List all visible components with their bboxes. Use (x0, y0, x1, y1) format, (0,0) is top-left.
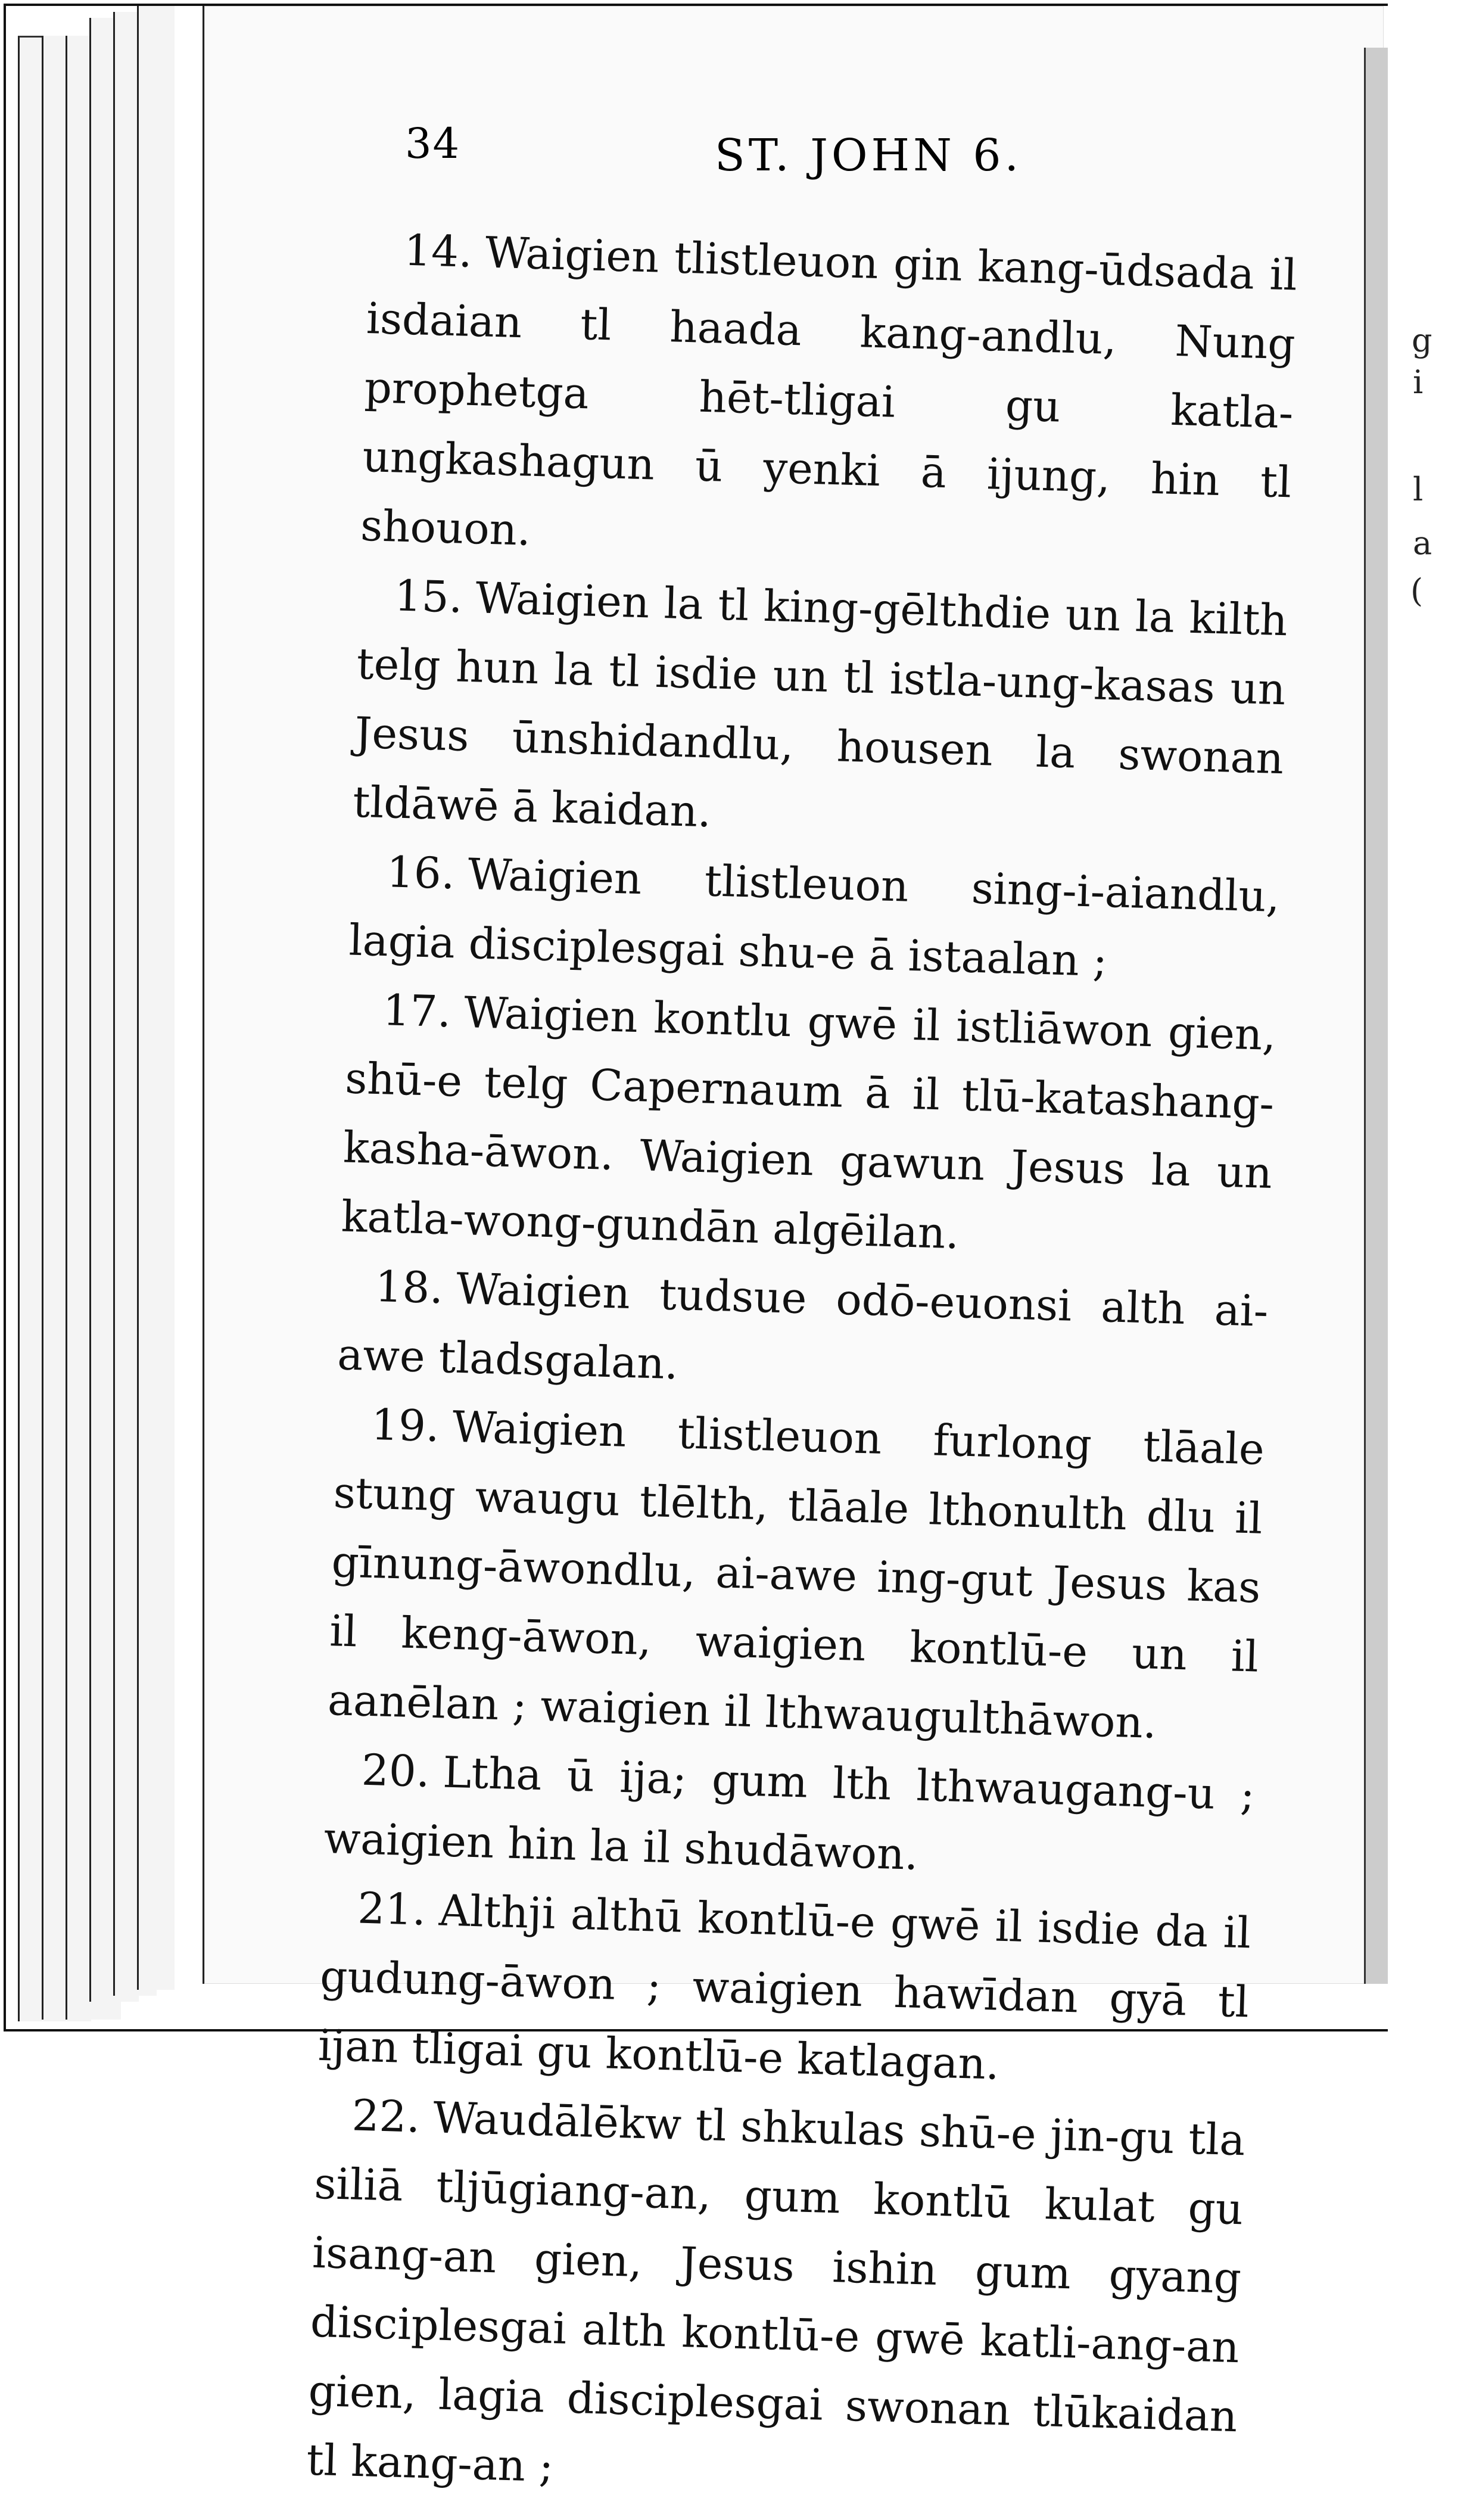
edge-fragment: g (1412, 322, 1432, 359)
verse (306, 2080, 1246, 2520)
page-number: 34 (405, 119, 461, 168)
verse (337, 1250, 1269, 1414)
verse-text: Waigien la tl king-gēlthdie un la kilth telg hun la tl isdie un tl istla-ung-kasas un Jesus ūnshidandlu, housen la swonan tldāwē ā kaidan. (352, 573, 1288, 837)
verse-text: Waigien kontlu gwē il istliāwon gien, shū-e telg Capernaum ā il tlū-katashang-kasha-āwon. Waigien gawun Jesus la un katla-wong-gundān algēilan. (340, 987, 1277, 1259)
verse-text: Waigien tlistleuon gin kang-ūdsada il isdaian tl haada kang-andlu, Nung prophetga hēt-tligai gu katla-ungkashagun ū yenki ā ijung, hin tl shouon. (360, 227, 1298, 555)
verse (317, 1872, 1252, 2105)
verse-number: 16. (386, 847, 456, 899)
verse-text: Waudālēkw tl shkulas shū-e jin-gu tla siliā tljūgiang-an, gum kontlū kulat gu isang-an gien, Jesus ishin gum gyang disciplesgai alth kontlū-e gwē katli-ang-an gien, lagia disciplesgai swonan tlūkaidan tl kang-an ; (306, 2092, 1246, 2492)
verse-text: Waigien tudsue odō-euonsi alth ai-awe tladsgalan. (337, 1263, 1269, 1389)
verse-number: 21. (357, 1883, 427, 1935)
verse (327, 1389, 1266, 1760)
verse (360, 214, 1298, 586)
edge-fragment: i (1413, 363, 1424, 401)
verse-number: 19. (370, 1399, 440, 1452)
verse-number: 22. (351, 2090, 421, 2142)
verse-text: Ltha ū ija; gum lth lthwaugang-u ; waigien hin la il shudāwon. (323, 1747, 1256, 1880)
scripture-text (306, 214, 1298, 2520)
verse (348, 836, 1281, 1000)
verse (340, 975, 1276, 1277)
verse (352, 560, 1288, 862)
verse-text: Waigien tlistleuon sing-i-aiandlu, lagia disciplesgai shu-e ā istaalan ; (348, 849, 1281, 987)
edge-fragment: l (1413, 471, 1424, 508)
page-edge (137, 6, 175, 1990)
verse-number: 18. (374, 1261, 444, 1314)
facing-page (1388, 0, 1464, 2035)
edge-fragment: a (1413, 524, 1432, 562)
verse-number: 20. (360, 1744, 431, 1797)
verse-number: 14. (403, 225, 474, 277)
running-head (405, 119, 1358, 191)
verse-text: Althji althū kontlū-e gwē il isdie da il gudung-āwon ; waigien hawīdan gyā tl ijan tligai gu kontlū-e katlagan. (317, 1885, 1252, 2089)
verse-number: 17. (382, 985, 452, 1037)
edge-fragment: ( (1410, 572, 1424, 609)
running-title: ST. JOHN 6. (715, 130, 1022, 181)
verse-number: 15. (393, 570, 463, 623)
verse (323, 1734, 1256, 1898)
verse-text: Waigien tlistleuon furlong tlāale stung waugu tlēlth, tlāale lthonulth dlu il gīnung-āwondlu, ai-awe ing-gut Jesus kas il keng-āwon, waigien kontlū-e un il aanēlan ; waigien il lthwaugulthāwon. (327, 1401, 1265, 1748)
